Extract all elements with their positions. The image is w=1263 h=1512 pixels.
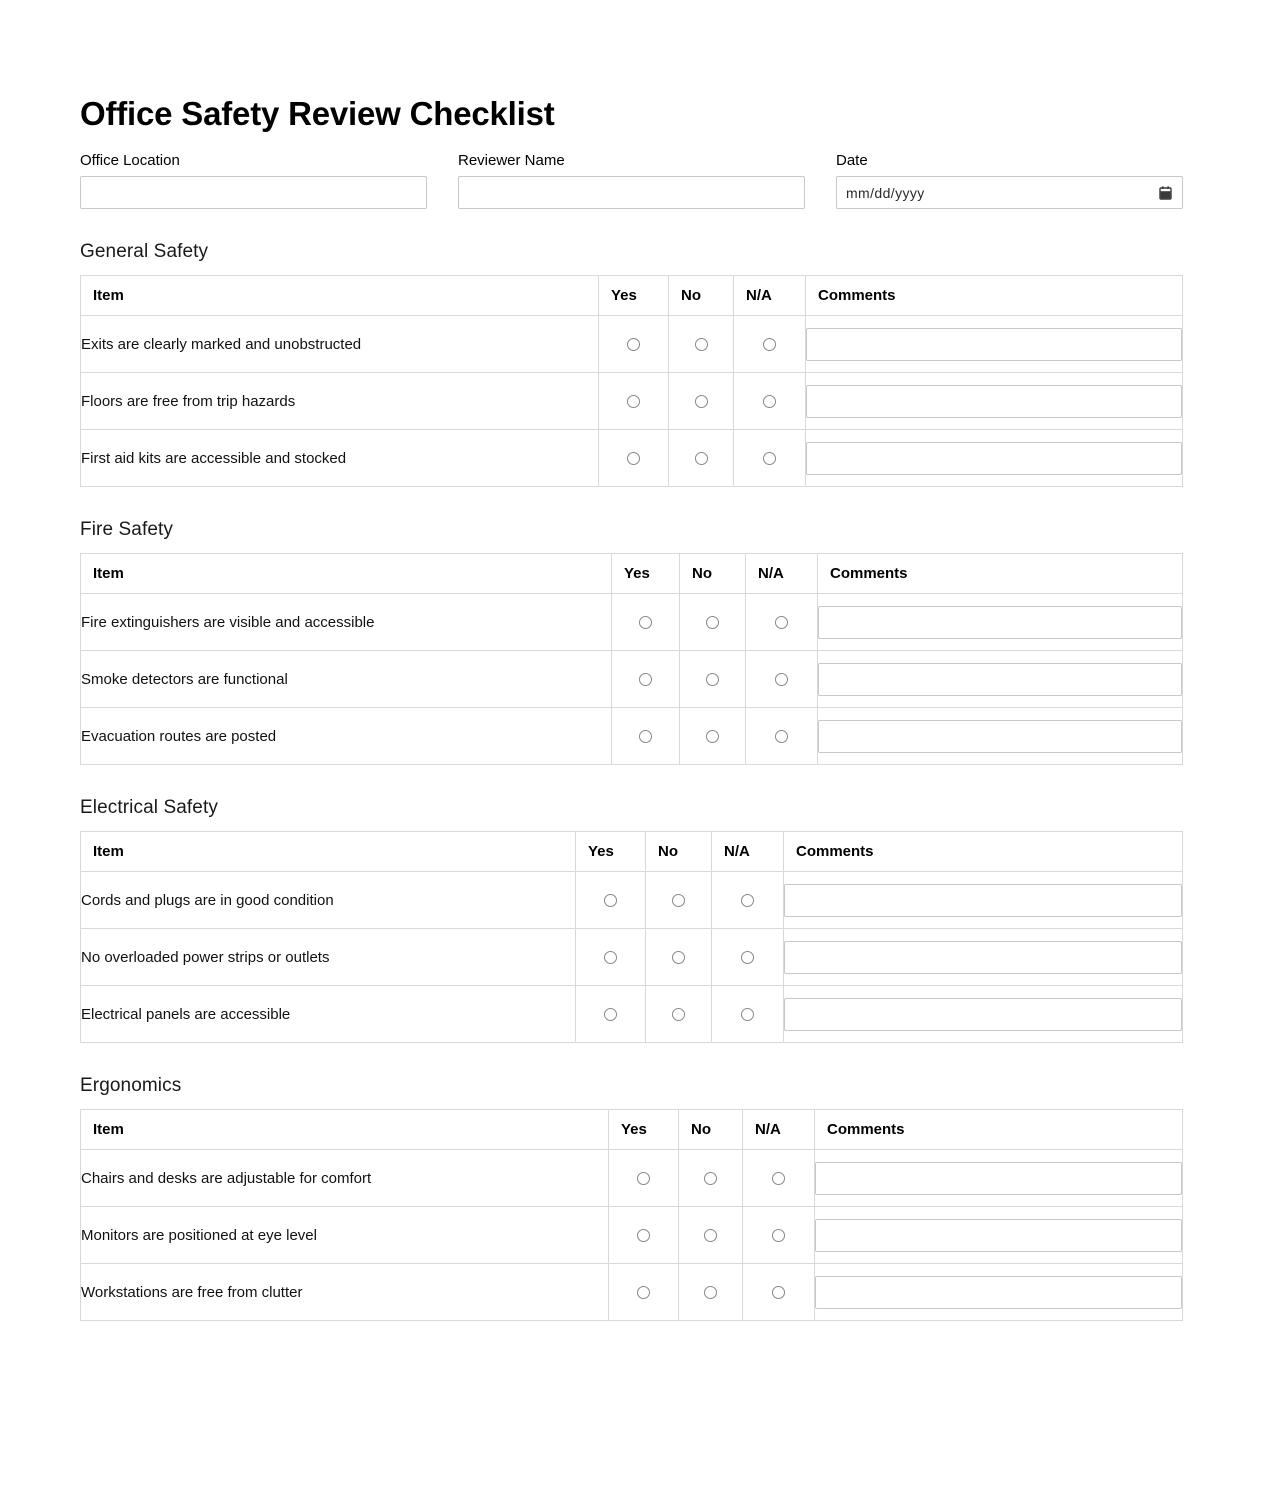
checklist-item-label: Monitors are positioned at eye level	[81, 1207, 609, 1264]
answer-cell-yes	[612, 651, 680, 708]
radio-na[interactable]	[775, 616, 788, 629]
office-location-label: Office Location	[80, 152, 180, 170]
answer-cell-yes	[612, 708, 680, 765]
table-row	[81, 1207, 1183, 1264]
comment-cell	[806, 373, 1183, 430]
answer-cell-na	[746, 594, 818, 651]
comment-input[interactable]	[806, 442, 1182, 475]
table-header-row	[81, 832, 1183, 872]
comment-cell	[818, 651, 1183, 708]
column-header-yes: Yes	[599, 276, 669, 316]
radio-yes[interactable]	[627, 452, 640, 465]
table-header-row	[81, 554, 1183, 594]
column-header-comments: Comments	[806, 276, 1183, 316]
comment-cell	[818, 708, 1183, 765]
radio-na[interactable]	[772, 1286, 785, 1299]
date-input-wrapper	[836, 176, 1183, 209]
table-row	[81, 1264, 1183, 1321]
radio-na[interactable]	[763, 452, 776, 465]
answer-cell-yes	[609, 1150, 679, 1207]
answer-cell-yes	[576, 929, 646, 986]
comment-input[interactable]	[784, 884, 1182, 917]
comment-cell	[784, 986, 1183, 1043]
checklist-item-label: Evacuation routes are posted	[81, 708, 612, 765]
answer-cell-na	[743, 1207, 815, 1264]
answer-cell-na	[712, 872, 784, 929]
radio-na[interactable]	[772, 1229, 785, 1242]
answer-cell-yes	[576, 986, 646, 1043]
table-row	[81, 316, 1183, 373]
radio-no[interactable]	[706, 616, 719, 629]
radio-na[interactable]	[741, 951, 754, 964]
document-content	[80, 0, 1183, 1321]
radio-na[interactable]	[763, 395, 776, 408]
radio-na[interactable]	[741, 894, 754, 907]
table-row	[81, 430, 1183, 487]
answer-cell-yes	[599, 430, 669, 487]
table-row	[81, 1150, 1183, 1207]
radio-no[interactable]	[706, 673, 719, 686]
radio-no[interactable]	[672, 951, 685, 964]
comment-input[interactable]	[784, 941, 1182, 974]
checklist-item-label: Fire extinguishers are visible and accessible	[81, 594, 612, 651]
comment-cell	[815, 1264, 1183, 1321]
date-input[interactable]	[836, 176, 1183, 209]
radio-yes[interactable]	[639, 673, 652, 686]
radio-na[interactable]	[775, 673, 788, 686]
column-header-no: No	[669, 276, 734, 316]
table-header-row	[81, 1110, 1183, 1150]
answer-cell-yes	[599, 373, 669, 430]
radio-no[interactable]	[672, 894, 685, 907]
column-header-item: Item	[81, 832, 576, 872]
reviewer-name-input[interactable]	[458, 176, 805, 209]
answer-cell-no	[669, 430, 734, 487]
radio-no[interactable]	[704, 1286, 717, 1299]
answer-cell-no	[679, 1264, 743, 1321]
column-header-comments: Comments	[784, 832, 1183, 872]
comment-input[interactable]	[784, 998, 1182, 1031]
answer-cell-yes	[612, 594, 680, 651]
answer-cell-no	[646, 872, 712, 929]
checklist-item-label: Exits are clearly marked and unobstructed	[81, 316, 599, 373]
date-placeholder-text: mm/dd/yyyy	[846, 184, 925, 201]
answer-cell-na	[734, 316, 806, 373]
column-header-no: No	[679, 1110, 743, 1150]
checklist-section	[80, 1074, 1183, 1321]
answer-cell-no	[680, 708, 746, 765]
column-header-item: Item	[81, 276, 599, 316]
checklist-table	[80, 553, 1183, 765]
checklist-item-label: Cords and plugs are in good condition	[81, 872, 576, 929]
checklist-item-label: Chairs and desks are adjustable for comfort	[81, 1150, 609, 1207]
radio-no[interactable]	[706, 730, 719, 743]
table-row	[81, 651, 1183, 708]
column-header-na: N/A	[734, 276, 806, 316]
radio-yes[interactable]	[627, 395, 640, 408]
office-location-field	[80, 152, 427, 209]
radio-yes[interactable]	[639, 730, 652, 743]
comment-cell	[806, 430, 1183, 487]
comment-cell	[815, 1150, 1183, 1207]
table-row	[81, 872, 1183, 929]
reviewer-name-label: Reviewer Name	[458, 152, 565, 170]
checklist-item-label: Workstations are free from clutter	[81, 1264, 609, 1321]
answer-cell-no	[679, 1150, 743, 1207]
radio-yes[interactable]	[627, 338, 640, 351]
comment-cell	[784, 929, 1183, 986]
checklist-item-label: No overloaded power strips or outlets	[81, 929, 576, 986]
checklist-section	[80, 796, 1183, 1043]
answer-cell-no	[679, 1207, 743, 1264]
checklist-table	[80, 275, 1183, 487]
section-title: Electrical Safety	[80, 797, 218, 819]
answer-cell-no	[680, 651, 746, 708]
column-header-yes: Yes	[576, 832, 646, 872]
radio-yes[interactable]	[637, 1229, 650, 1242]
comment-input[interactable]	[815, 1276, 1182, 1309]
table-row	[81, 986, 1183, 1043]
radio-yes[interactable]	[637, 1286, 650, 1299]
answer-cell-no	[669, 316, 734, 373]
comment-cell	[784, 872, 1183, 929]
checklist-table	[80, 831, 1183, 1043]
checklist-section	[80, 518, 1183, 765]
column-header-item: Item	[81, 554, 612, 594]
date-field	[836, 152, 1183, 209]
page-title: Office Safety Review Checklist	[80, 95, 555, 132]
radio-na[interactable]	[741, 1008, 754, 1021]
comment-cell	[818, 594, 1183, 651]
sections-container	[80, 240, 1183, 1321]
checklist-item-label: Smoke detectors are functional	[81, 651, 612, 708]
answer-cell-no	[646, 929, 712, 986]
answer-cell-na	[712, 929, 784, 986]
comment-cell	[815, 1207, 1183, 1264]
radio-yes[interactable]	[637, 1172, 650, 1185]
reviewer-name-field	[458, 152, 805, 209]
checklist-item-label: Floors are free from trip hazards	[81, 373, 599, 430]
column-header-na: N/A	[746, 554, 818, 594]
section-title: General Safety	[80, 241, 209, 263]
office-location-input[interactable]	[80, 176, 427, 209]
column-header-na: N/A	[743, 1110, 815, 1150]
answer-cell-no	[669, 373, 734, 430]
radio-yes[interactable]	[639, 616, 652, 629]
column-header-na: N/A	[712, 832, 784, 872]
comment-input[interactable]	[818, 720, 1182, 753]
column-header-comments: Comments	[818, 554, 1183, 594]
comment-input[interactable]	[818, 606, 1182, 639]
radio-yes[interactable]	[604, 1008, 617, 1021]
radio-na[interactable]	[772, 1172, 785, 1185]
comment-input[interactable]	[806, 385, 1182, 418]
table-row	[81, 594, 1183, 651]
column-header-no: No	[680, 554, 746, 594]
answer-cell-na	[743, 1150, 815, 1207]
answer-cell-yes	[576, 872, 646, 929]
comment-input[interactable]	[818, 663, 1182, 696]
meta-fields-row	[80, 152, 1183, 209]
answer-cell-na	[712, 986, 784, 1043]
radio-no[interactable]	[704, 1172, 717, 1185]
radio-na[interactable]	[763, 338, 776, 351]
radio-na[interactable]	[775, 730, 788, 743]
table-row	[81, 708, 1183, 765]
radio-yes[interactable]	[604, 894, 617, 907]
checklist-item-label: First aid kits are accessible and stocked	[81, 430, 599, 487]
answer-cell-no	[680, 594, 746, 651]
answer-cell-na	[746, 708, 818, 765]
comment-cell	[806, 316, 1183, 373]
comment-input[interactable]	[815, 1162, 1182, 1195]
date-label: Date	[836, 152, 868, 170]
column-header-no: No	[646, 832, 712, 872]
answer-cell-yes	[599, 316, 669, 373]
checklist-section	[80, 240, 1183, 487]
section-title: Fire Safety	[80, 519, 173, 541]
table-row	[81, 929, 1183, 986]
answer-cell-na	[734, 430, 806, 487]
checklist-table	[80, 1109, 1183, 1321]
radio-no[interactable]	[695, 452, 708, 465]
table-header-row	[81, 276, 1183, 316]
radio-no[interactable]	[695, 338, 708, 351]
answer-cell-yes	[609, 1264, 679, 1321]
column-header-item: Item	[81, 1110, 609, 1150]
radio-no[interactable]	[672, 1008, 685, 1021]
answer-cell-yes	[609, 1207, 679, 1264]
checklist-item-label: Electrical panels are accessible	[81, 986, 576, 1043]
column-header-comments: Comments	[815, 1110, 1183, 1150]
answer-cell-na	[743, 1264, 815, 1321]
calendar-icon[interactable]	[1159, 186, 1172, 200]
column-header-yes: Yes	[612, 554, 680, 594]
section-title: Ergonomics	[80, 1075, 182, 1097]
answer-cell-na	[746, 651, 818, 708]
comment-input[interactable]	[806, 328, 1182, 361]
radio-no[interactable]	[695, 395, 708, 408]
answer-cell-na	[734, 373, 806, 430]
column-header-yes: Yes	[609, 1110, 679, 1150]
comment-input[interactable]	[815, 1219, 1182, 1252]
radio-yes[interactable]	[604, 951, 617, 964]
table-row	[81, 373, 1183, 430]
answer-cell-no	[646, 986, 712, 1043]
radio-no[interactable]	[704, 1229, 717, 1242]
